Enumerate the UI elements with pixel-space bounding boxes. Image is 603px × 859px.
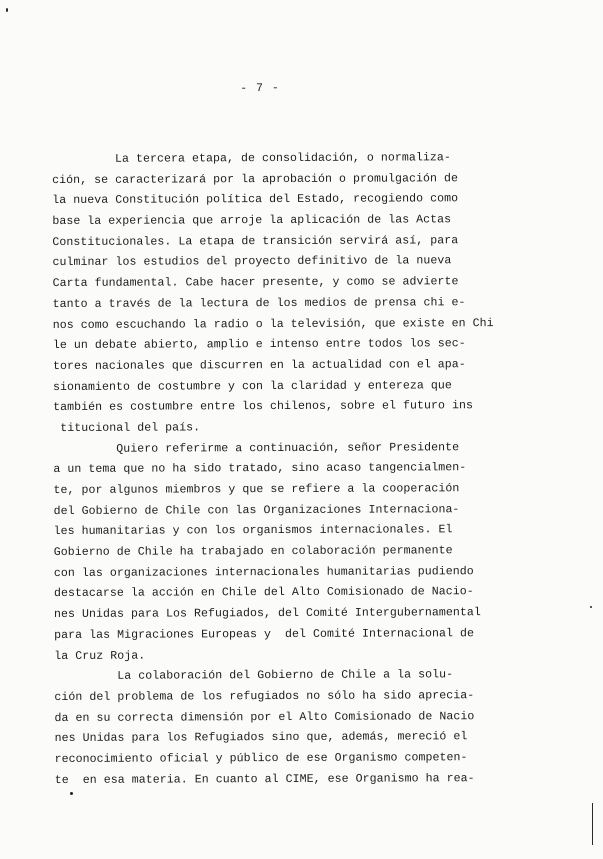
text-line: les humanitarias y con los organismos internacionales. El: [53, 523, 453, 539]
text-line: también es costumbre entre los chilenos, sobre el futuro ins: [53, 399, 473, 415]
text-line: nos como escuchando la radio o la televisión, que existe en Chi: [52, 316, 494, 332]
text-line: titucional del país.: [53, 421, 201, 435]
text-line: La tercera etapa, de consolidación, o normaliza-: [52, 151, 451, 166]
text-line: Quiero referirme a continuación, señor Presidente: [53, 440, 460, 456]
text-line: sionamiento de costumbre y con la claridad y entereza que: [53, 378, 452, 394]
text-line: tanto a través de la lectura de los medios de prensa chi e-: [52, 296, 466, 311]
text-line: Carta fundamental. Cabe hacer presente, y como se advierte: [52, 275, 459, 291]
text-line: para las Migraciones Europeas y del Comité Internacional de: [54, 626, 474, 642]
text-line: La colaboración del Gobierno de Chile a la solu-: [54, 668, 454, 684]
text-line: culminar los estudios del proyecto definitivo de la nueva: [52, 254, 452, 270]
text-line: base la experiencia que arroje la aplicación de las Actas: [52, 213, 452, 229]
text-line: Gobierno de Chile ha trabajado en colaboración permanente: [53, 544, 453, 560]
text-line: la Cruz Roja.: [54, 649, 146, 663]
text-line: le un debate abierto, amplio e intenso entre todos los sec-: [52, 337, 466, 353]
scan-edge-mark: [592, 803, 593, 845]
text-line: con las organizaciones internacionales humanitarias pudiendo: [53, 564, 474, 580]
text-line: ción, se caracterizará por la aprobación o promulgación de: [52, 171, 459, 187]
scan-speck: [590, 606, 592, 608]
text-line: a un tema que no ha sido tratado, sino acaso tangencialmen-: [53, 461, 467, 477]
text-line: la nueva Constitución política del Estado, recogiendo como: [52, 192, 459, 208]
text-line: nes Unidas para los Refugiados sino que, además, mereció el: [54, 730, 468, 746]
text-line: destacarse la acción en Chile del Alto Comisionado de Nacio-: [53, 585, 474, 601]
text-line: reconocimiento oficial y público de ese Organismo competen-: [54, 751, 468, 766]
text-line: del Gobierno de Chile con las Organizaciones Internaciona-: [53, 502, 460, 518]
text-line: te, por algunos miembros y que se refiere a la cooperación: [53, 482, 460, 497]
page-number: - 7 -: [240, 81, 280, 96]
scan-speck: [70, 792, 73, 795]
text-line: da en su correcta dimensión por el Alto Comisionado de Nacio: [54, 709, 475, 725]
text-line: te en esa materia. En cuanto al CIME, ese Organismo ha rea-: [54, 771, 475, 787]
body-text: [52, 148, 505, 791]
scan-speck: [6, 8, 8, 12]
text-line: nes Unidas para Los Refugiados, del Comité Intergubernamental: [53, 606, 481, 622]
text-line: ción del problema de los refugiados no sólo ha sido aprecia-: [54, 689, 475, 704]
text-line: tores nacionales que discurren en la actualidad con el apa-: [52, 358, 466, 373]
text-line: Constitucionales. La etapa de transición servirá así, para: [52, 233, 459, 249]
